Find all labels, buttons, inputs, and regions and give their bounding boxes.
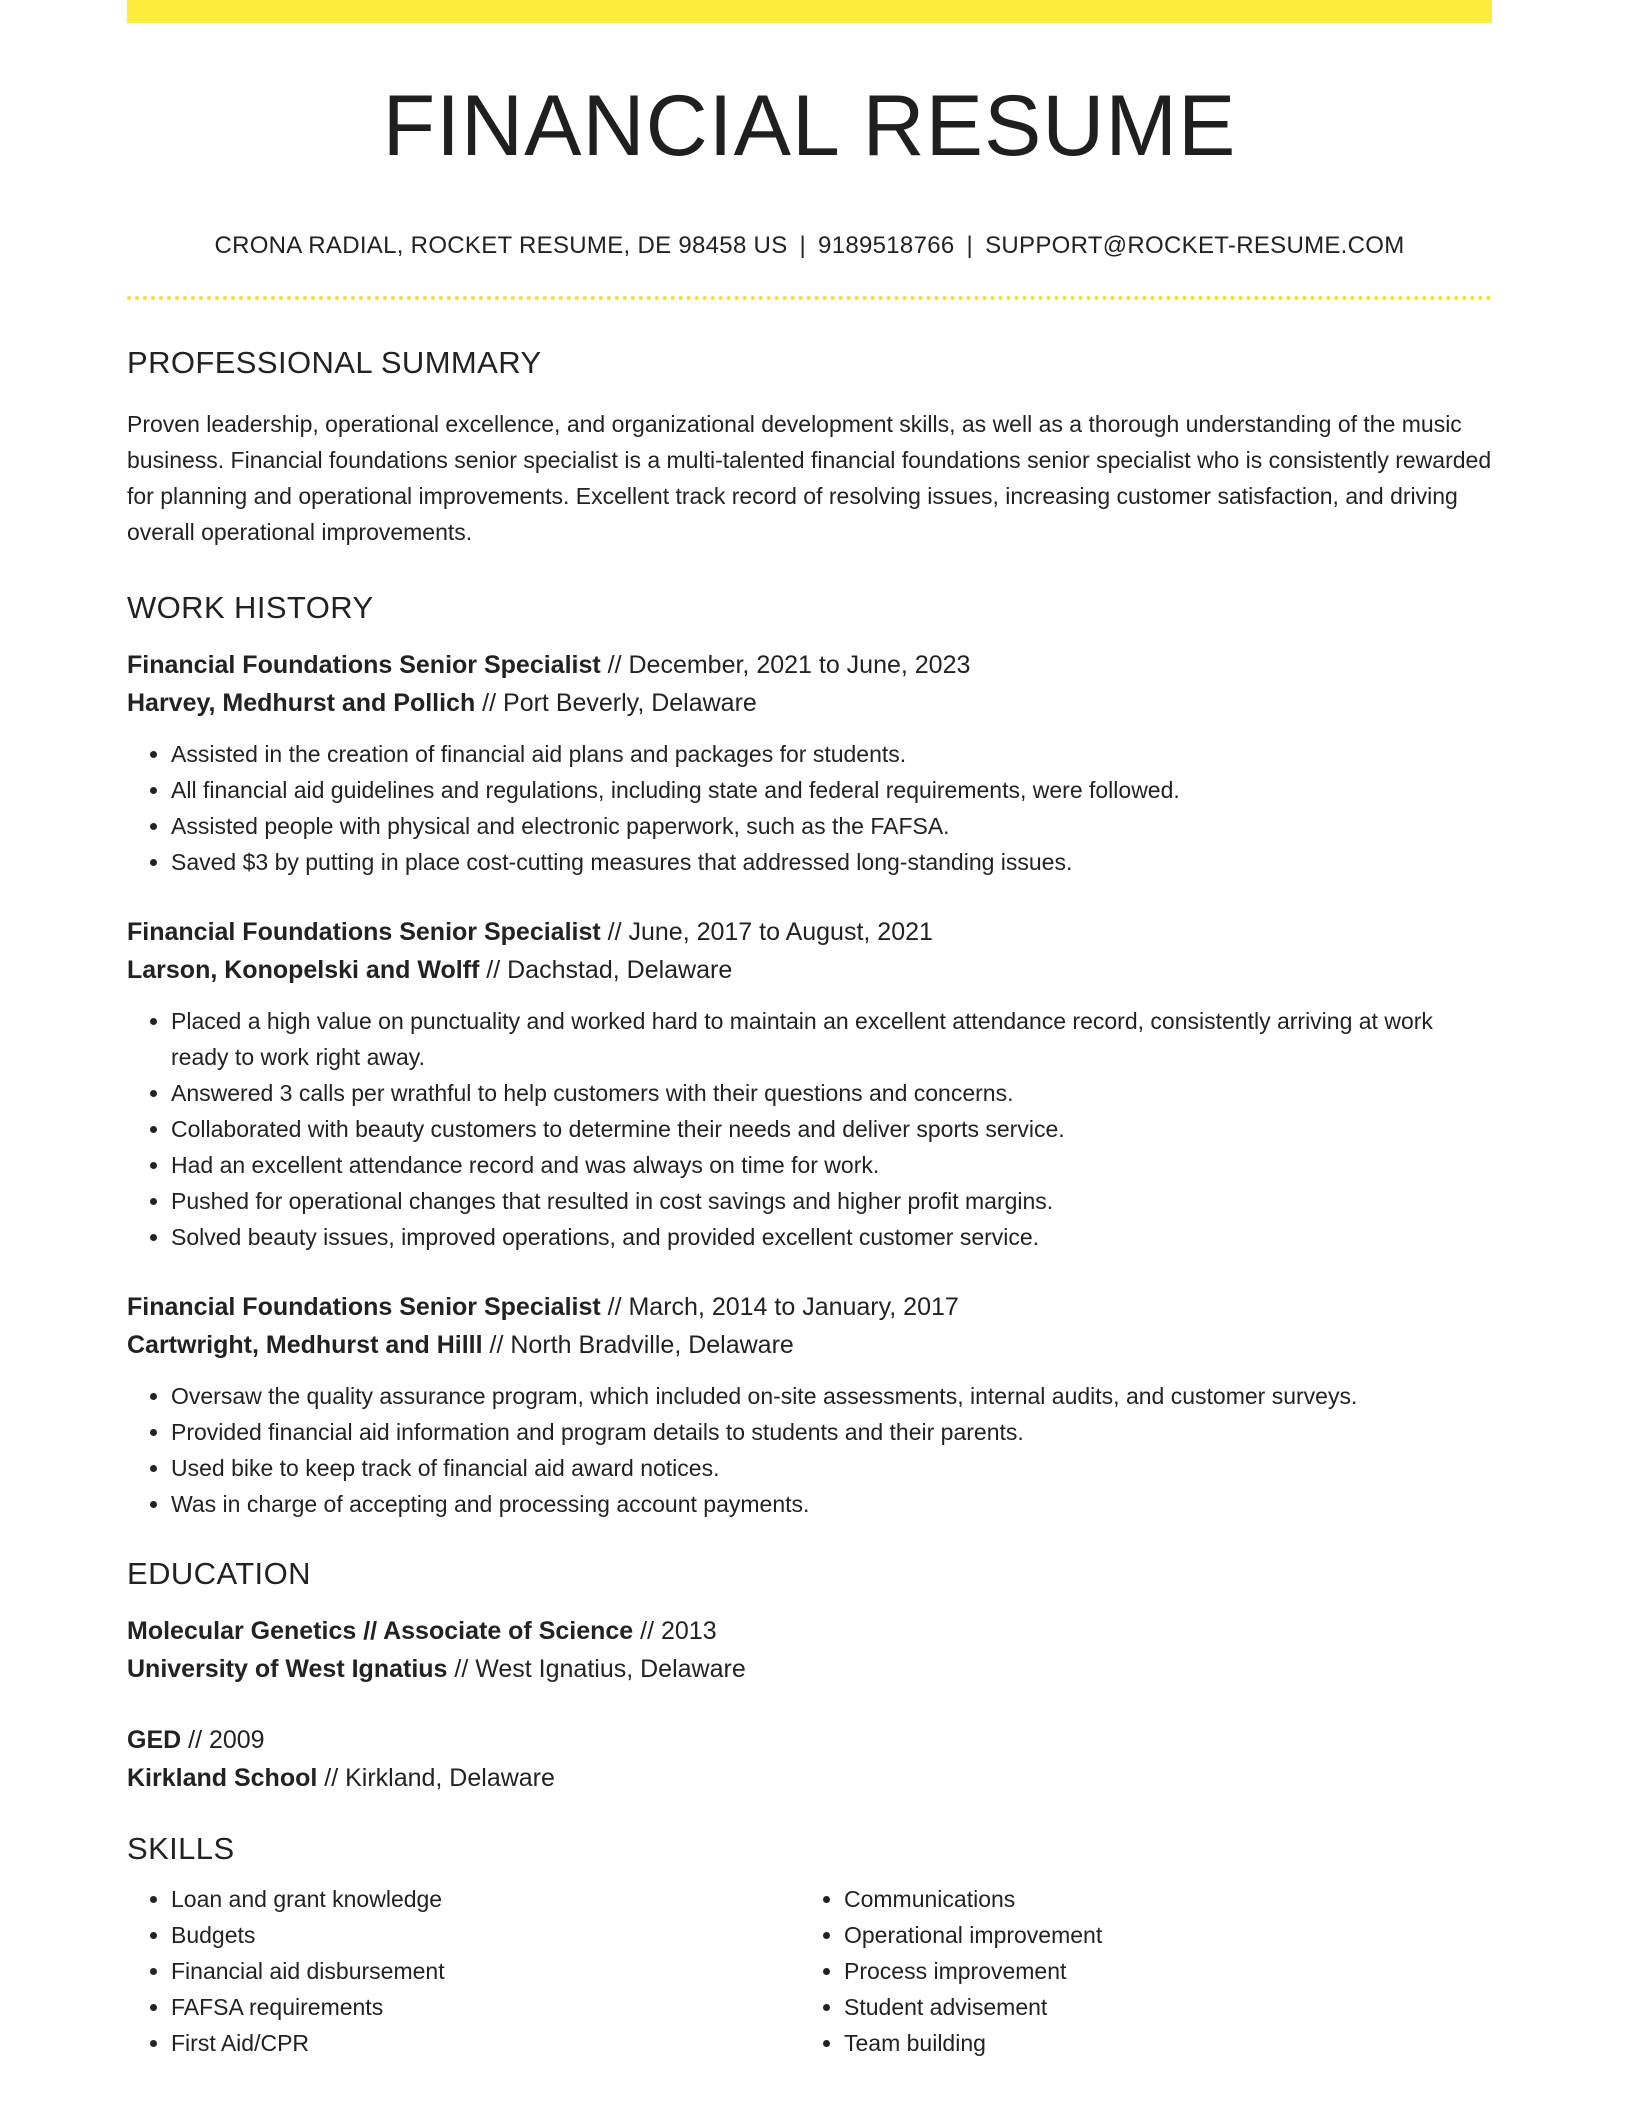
job-entry <box>127 913 1492 1255</box>
education-year: // 2013 <box>633 1617 717 1645</box>
resume-title: FINANCIAL RESUME <box>382 78 1237 174</box>
job-bullet: • Used bike to keep track of financial aid award notices. <box>171 1450 1492 1486</box>
skill-item: • Budgets <box>171 1917 800 1953</box>
contact-email: SUPPORT@ROCKET-RESUME.COM <box>985 232 1405 259</box>
education-school: Kirkland School <box>127 1764 318 1792</box>
education-degree-line <box>127 1612 1492 1650</box>
summary-text: Proven leadership, operational excellence, and organizational development skills, as well as a thorough understanding of the music business. Financial foundations senior specialist is a multi-talented financial foundations senior specialist who is consistently rewarded for planning and operational improvements. Excellent track record of resolving issues, increasing customer satisfaction, and driving overall operational improvements. <box>127 411 1492 545</box>
skill-item: • Financial aid disbursement <box>171 1953 800 1989</box>
skill-item: • FAFSA requirements <box>171 1989 800 2025</box>
job-bullet: • Assisted people with physical and electronic paperwork, such as the FAFSA. <box>171 808 1492 844</box>
job-entry <box>127 1288 1492 1522</box>
education-year: // 2009 <box>181 1726 265 1754</box>
job-location: // Port Beverly, Delaware <box>475 689 757 717</box>
job-bullets <box>127 736 1492 880</box>
job-bullet: • Saved $3 by putting in place cost-cutting measures that addressed long-standing issues. <box>171 844 1492 880</box>
job-dates: // December, 2021 to June, 2023 <box>600 651 971 679</box>
job-bullet: • Placed a high value on punctuality and worked hard to maintain an excellent attendance record, consistently arriving at work ready to work right away. <box>171 1003 1492 1075</box>
job-bullet: • All financial aid guidelines and regulations, including state and federal requirements, were followed. <box>171 772 1492 808</box>
education-school-line <box>127 1759 1492 1797</box>
job-company-line <box>127 684 1492 722</box>
job-company: Harvey, Medhurst and Pollich <box>127 689 476 717</box>
skill-item: • Communications <box>844 1881 1473 1917</box>
education-school-line <box>127 1650 1492 1688</box>
job-dates: // March, 2014 to January, 2017 <box>600 1293 959 1321</box>
header-divider <box>127 296 1492 300</box>
education-entry <box>127 1612 1492 1688</box>
resume-page <box>127 0 1492 2061</box>
education-degree-line <box>127 1721 1492 1759</box>
contact-line <box>127 232 1492 260</box>
skill-item: • Student advisement <box>844 1989 1473 2025</box>
job-bullet: • Pushed for operational changes that resulted in cost savings and higher profit margins. <box>171 1183 1492 1219</box>
skill-item: • Operational improvement <box>844 1917 1473 1953</box>
job-bullets <box>127 1003 1492 1255</box>
skills-column-left <box>127 1881 800 2061</box>
skills-column-right <box>800 1881 1473 2061</box>
contact-separator: | <box>966 232 974 259</box>
job-bullet: • Collaborated with beauty customers to determine their needs and deliver sports service. <box>171 1111 1492 1147</box>
job-role: Financial Foundations Senior Specialist <box>127 918 601 946</box>
job-bullet: • Was in charge of accepting and processing account payments. <box>171 1486 1492 1522</box>
summary-heading: PROFESSIONAL SUMMARY <box>127 345 542 380</box>
job-location: // Dachstad, Delaware <box>479 956 733 984</box>
contact-phone: 9189518766 <box>818 232 955 259</box>
job-bullet: • Had an excellent attendance record and was always on time for work. <box>171 1147 1492 1183</box>
skills-grid <box>127 1881 1492 2061</box>
contact-address: CRONA RADIAL, ROCKET RESUME, DE 98458 US <box>214 232 788 259</box>
job-title-line <box>127 1288 1492 1326</box>
job-bullet: • Answered 3 calls per wrathful to help customers with their questions and concerns. <box>171 1075 1492 1111</box>
job-bullet: • Oversaw the quality assurance program, which included on-site assessments, internal audits, and customer surveys. <box>171 1378 1492 1414</box>
job-role: Financial Foundations Senior Specialist <box>127 651 601 679</box>
job-company-line <box>127 1326 1492 1364</box>
job-entry <box>127 646 1492 880</box>
education-degree: GED <box>127 1726 182 1754</box>
job-bullets <box>127 1378 1492 1522</box>
job-bullet: • Assisted in the creation of financial aid plans and packages for students. <box>171 736 1492 772</box>
contact-separator: | <box>799 232 807 259</box>
job-bullet: • Provided financial aid information and program details to students and their parents. <box>171 1414 1492 1450</box>
job-bullet: • Solved beauty issues, improved operations, and provided excellent customer service. <box>171 1219 1492 1255</box>
job-location: // North Bradville, Delaware <box>482 1331 794 1359</box>
skill-item: • Team building <box>844 2025 1473 2061</box>
skill-item: • Loan and grant knowledge <box>171 1881 800 1917</box>
education-school: University of West Ignatius <box>127 1655 448 1683</box>
skills-heading: SKILLS <box>127 1831 235 1866</box>
work-history-heading: WORK HISTORY <box>127 590 374 625</box>
job-title-line <box>127 913 1492 951</box>
education-location: // West Ignatius, Delaware <box>447 1655 746 1683</box>
accent-top-bar <box>127 0 1492 23</box>
job-dates: // June, 2017 to August, 2021 <box>600 918 933 946</box>
education-location: // Kirkland, Delaware <box>317 1764 555 1792</box>
education-degree: Molecular Genetics // Associate of Science <box>127 1617 634 1645</box>
job-company-line <box>127 951 1492 989</box>
skill-item: • First Aid/CPR <box>171 2025 800 2061</box>
job-company: Cartwright, Medhurst and Hilll <box>127 1331 483 1359</box>
education-heading: EDUCATION <box>127 1556 311 1591</box>
job-title-line <box>127 646 1492 684</box>
skill-item: • Process improvement <box>844 1953 1473 1989</box>
education-entry <box>127 1721 1492 1797</box>
job-role: Financial Foundations Senior Specialist <box>127 1293 601 1321</box>
job-company: Larson, Konopelski and Wolff <box>127 956 480 984</box>
